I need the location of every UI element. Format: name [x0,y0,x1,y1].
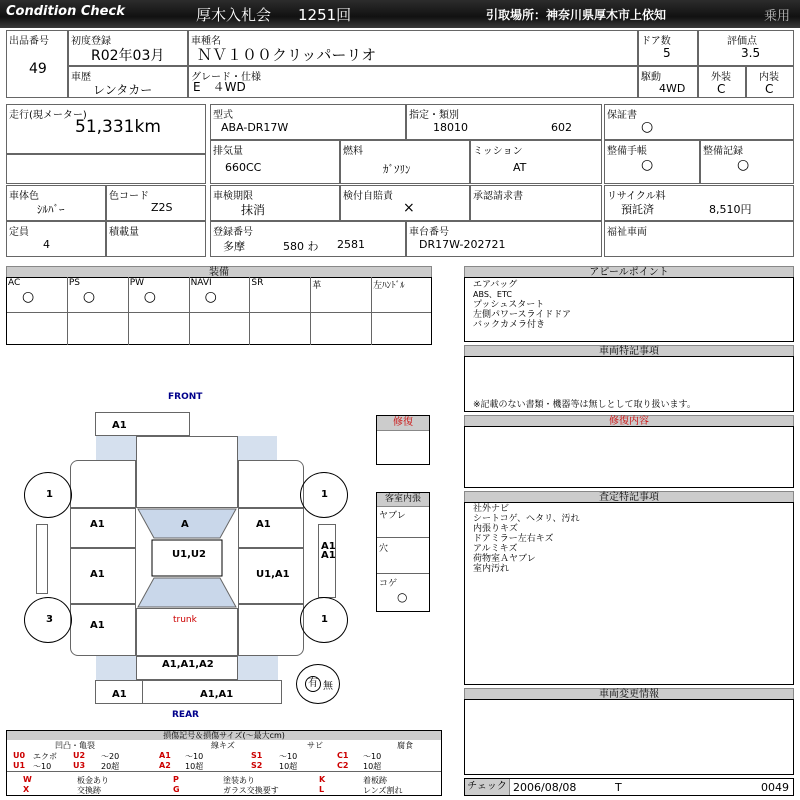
legend-item: C2 [337,761,349,770]
spare-yes: 有 [305,676,321,692]
recycle-value: 8,510円 [709,203,752,216]
auction-name: 厚木入札会 [196,6,272,24]
trunk-area [136,608,238,656]
car-name-value: ＮＶ１００クリッパーリオ [197,46,377,64]
legend-item: 板金あり [77,776,109,785]
repair-box [464,426,794,488]
legend-group-rust: サビ [307,741,323,750]
inspection-label: 車検期限 [213,191,253,202]
repair-side-title: 修復 [377,416,429,431]
legend-title: 損傷記号＆損傷サイズ(〜最大cm) [7,731,441,740]
displacement-label: 排気量 [213,146,243,157]
pickup-location: 引取場所：神奈川県厚木市上依知 [486,8,667,22]
legend-item: 〜20 [101,752,120,761]
rear-right-corner [238,656,278,680]
legend-group-dent: 凹凸・亀裂 [55,741,95,750]
rear-label: REAR [172,710,199,720]
legend-item: 着板跡 [363,776,387,785]
auction-session: 1251回 [298,6,352,24]
recycle-status: 預託済 [621,203,654,216]
legend-item: G [173,785,180,794]
designation-cell [406,104,602,140]
score-label: 評価点 [727,36,757,47]
legend-item: 10超 [363,762,382,771]
drive-value: 4WD [659,82,686,95]
appeal-list [473,280,571,330]
front-label: FRONT [168,392,203,402]
equipment-header: PW [129,278,145,288]
mission-cell [470,140,602,184]
inspector-line: 内張りキズ [473,524,518,534]
check-number: 0049 [761,781,789,794]
record-label: 整備記録 [703,146,743,157]
rear-left-corner [96,656,136,680]
self-check-value: × [403,200,415,216]
color-label: 車体色 [9,191,39,202]
inspector-line: シートコゲ、ヘタリ、汚れ [473,514,580,524]
doors-label: ドア数 [641,36,671,47]
legend-item: L [319,785,325,794]
equipment-value: ○ [82,289,96,305]
legend-item: X [23,785,30,794]
interior-label: 内装 [759,72,779,83]
appeal-line: エアバッグ [473,280,518,290]
legend-item: 10超 [279,762,298,771]
equipment-value: ○ [22,289,35,305]
legend-item: U0 [13,751,26,760]
damage-roof: U1,U2 [172,549,206,560]
mission-label: ミッション [473,146,523,157]
history-label: 車歴 [71,72,91,83]
damage-right-rear-door: U1,A1 [256,569,290,580]
lot-number: 49 [29,61,47,77]
cabin-item-burn: コゲ [379,579,398,589]
approval-cell [470,185,602,221]
equipment-header: 左ﾊﾝﾄﾞﾙ [373,281,405,291]
designation-label: 指定・類別 [409,110,459,121]
legend-group-corrosion: 腐食 [397,741,413,750]
history-value: レンタカー [93,83,153,97]
first-reg-label: 初度登録 [71,36,111,47]
front-left-fender [70,460,136,508]
legend-group-scratch: 線キズ [211,741,235,750]
plate-label: 登録番号 [213,227,253,238]
left-step [36,524,48,594]
welfare-cell [604,221,794,257]
appeal-box [464,277,794,342]
damage-left-quarter: A1 [90,620,105,631]
legend-item: 〜10 [279,752,298,761]
fuel-value: ｶﾞｿﾘﾝ [383,163,411,176]
damage-rear-bumper-left: A1 [112,689,127,700]
change-info-title: 車両変更情報 [464,688,794,700]
appeal-line: プッシュスタート [473,300,545,310]
vehicle-category: 乗用 [764,9,791,24]
record-value: ○ [737,157,750,173]
legend-item: 交換跡 [77,786,101,795]
chassis-cell [406,221,602,257]
right-quarter [238,604,304,656]
damage-rear-gate: A1,A1,A2 [162,659,214,670]
plate-no: 2581 [337,238,365,251]
maint-cell [604,140,700,184]
legend-item: P [173,775,179,784]
spare-tire [296,664,340,704]
front-left-corner [96,436,136,460]
spare-no: 無 [323,681,333,692]
legend-item: U1 [13,761,26,770]
special-title: 車両特記事項 [464,345,794,357]
score-value: 3.5 [741,46,761,60]
fuel-label: 燃料 [343,146,363,157]
inspector-line: アルミキズ [473,544,518,554]
damage-front-bumper: A1 [112,420,127,431]
tire-fl-mark: 1 [46,489,53,500]
condition-check-title: Condition Check [6,4,125,19]
front-right-corner [237,436,277,460]
cabin-item-hole: 穴 [379,544,389,554]
mission-value: AT [513,161,527,174]
class-value: 602 [551,121,572,134]
appeal-title: アピールポイント [464,266,794,278]
change-info-box [464,699,794,775]
chassis-value: DR17W-202721 [419,238,506,251]
legend-item: A2 [159,761,171,770]
model-label: 型式 [213,110,233,121]
legend-item: 20超 [101,762,120,771]
legend-item: S2 [251,761,263,770]
designation-value: 18010 [433,121,468,134]
front-bumper [95,412,190,436]
mileage-label: 走行(現メーター) [9,110,87,121]
record-cell [700,140,794,184]
exterior-label: 外装 [711,72,731,83]
tire-fr-mark: 1 [321,489,328,500]
trunk-label: trunk [173,615,197,625]
plate-num: 580 わ [283,240,319,253]
color-value: ｼﾙﾊﾞｰ [37,203,65,216]
footer-check [464,778,794,796]
score-cell [698,30,794,66]
legend-item: エクボ [33,752,57,761]
special-box [464,356,794,412]
right-front-door [238,508,304,548]
check-date: 2006/08/08 [513,781,577,794]
warranty-label: 保証書 [607,110,637,121]
drive-cell [638,66,698,98]
hood [136,436,238,508]
chassis-label: 車台番号 [409,227,449,238]
damage-right-front-door: A1 [256,519,271,530]
legend-item: C1 [337,751,349,760]
legend-item: 塗装あり [223,776,255,785]
warranty-value: ○ [641,119,654,135]
recycle-label: リサイクル料 [607,191,666,202]
lot-label: 出品番号 [9,36,49,47]
damage-rear-bumper-right: A1,A1 [200,689,234,700]
doors-value: 5 [663,46,671,60]
legend-item: U3 [73,761,86,770]
legend-item: S1 [251,751,263,760]
check-label: チェック [465,779,510,795]
cabin-item-tear: ヤブレ [379,511,406,521]
drive-label: 駆動 [641,72,661,83]
legend-item: レンズ割れ [363,786,403,795]
legend-item: W [23,775,32,784]
damage-legend [6,730,442,796]
legend-item: 〜10 [363,752,382,761]
warranty-cell [604,104,794,140]
legend-item: K [319,775,326,784]
legend-item: A1 [159,751,171,760]
car-diagram [0,0,376,730]
legend-item: 10超 [185,762,204,771]
equipment-header: AC [8,278,21,288]
color-code-label: 色コード [109,191,149,202]
equipment-value: ○ [143,289,156,305]
damage-windshield: A [181,519,189,530]
repair-title: 修復内容 [464,415,794,427]
grade-value: E ４WD [193,80,246,94]
equipment-header: NAVI [190,278,212,288]
special-note: ※記載のない書類・機器等は無しとして取り扱います。 [473,400,696,410]
first-reg-value: R02年03月 [91,48,165,64]
inspector-line: 社外ナビ [473,504,510,514]
check-mark: T [615,781,622,794]
interior-value: C [765,82,774,96]
exterior-value: C [717,82,726,96]
legend-item: 〜10 [185,752,204,761]
inspector-line: 室内汚れ [473,564,510,574]
equipment-title: 装備 [6,266,432,278]
legend-item: ガラス交換要す [223,786,279,795]
equipment-header: SR [251,278,264,288]
legend-item: 〜10 [33,762,52,771]
grade-label: グレード・仕様 [191,72,261,83]
model-value: ABA-DR17W [221,121,289,134]
front-right-fender [238,460,304,508]
tire-rl-mark: 3 [46,614,53,625]
capacity-value: 4 [43,238,50,251]
inspector-title: 査定特記事項 [464,491,794,503]
doors-cell [638,30,698,66]
appeal-line: ABS、ETC [473,290,512,299]
plate-area: 多摩 [223,240,245,253]
equipment-value: ○ [204,289,217,305]
right-step [318,524,336,598]
load-label: 積載量 [109,227,139,238]
appeal-line: バックカメラ付き [473,320,546,330]
cabin-title: 客室内張 [377,493,429,507]
exterior-cell [698,66,746,98]
cabin-burn-mark: ○ [397,590,408,604]
damage-right-step-2: A1 [321,550,336,561]
interior-cell [746,66,794,98]
approval-label: 承認請求書 [473,191,523,202]
legend-item: U2 [73,751,86,760]
inspection-value: 抹消 [241,203,266,217]
maint-label: 整備手帳 [607,146,647,157]
displacement-value: 660CC [225,161,262,174]
cabin-box [376,492,430,612]
maint-value: ○ [641,157,654,173]
car-name-label: 車種名 [191,36,221,47]
color-code-value: Z2S [151,201,173,214]
repair-side-box [376,415,430,465]
equipment-header: PS [68,278,80,288]
self-check-label: 検付自賠責 [343,191,393,202]
damage-left-rear-door: A1 [90,569,105,580]
welfare-label: 福祉車両 [607,227,647,238]
inspector-line: ドアミラー左右キズ [473,534,554,544]
equipment-header: 革 [312,281,322,291]
appeal-line: 左側パワースライドドア [473,310,572,320]
tire-rr-mark: 1 [321,614,328,625]
inspector-box [464,502,794,685]
capacity-label: 定員 [9,227,29,238]
inspector-list [473,504,580,574]
inspector-line: 荷物室Ａヤブレ [473,554,536,564]
damage-left-front-door: A1 [90,519,105,530]
damage-right-step-1: A1 [321,541,336,552]
recycle-cell [604,185,794,221]
mileage-value: 51,331km [75,117,161,137]
